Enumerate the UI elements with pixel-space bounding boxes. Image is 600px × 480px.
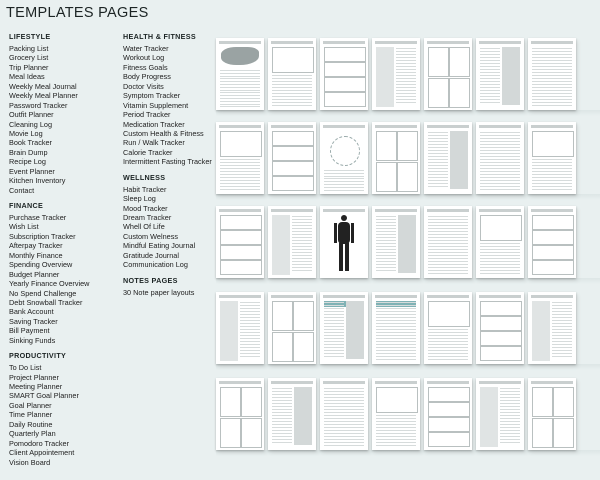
template-thumbnail-grid — [216, 38, 600, 458]
section-heading: LIFESTYLE — [9, 32, 51, 41]
template-page-thumbnail — [320, 378, 368, 450]
template-page-thumbnail — [424, 38, 472, 110]
list-item: Trip Planner — [9, 62, 49, 72]
list-item: Spending Overview — [9, 260, 73, 270]
list-item: Password Tracker — [9, 100, 68, 110]
template-page-thumbnail — [372, 38, 420, 110]
list-item: Packing List — [9, 44, 49, 53]
template-page-thumbnail — [476, 122, 524, 194]
template-page-thumbnail — [372, 206, 420, 278]
template-page-thumbnail — [372, 292, 420, 364]
list-item: 30 Note paper layouts — [123, 287, 195, 297]
list-item: Intermittent Fasting Tracker — [123, 157, 212, 167]
list-item: Bill Payment — [9, 326, 50, 336]
template-page-thumbnail — [424, 206, 472, 278]
list-item: Whell Of Life — [123, 222, 165, 232]
list-item: To Do List — [9, 363, 42, 373]
template-page-thumbnail — [372, 378, 420, 450]
template-page-thumbnail — [320, 206, 368, 278]
list-item: Subscription Tracker — [9, 231, 76, 241]
list-item: Recipe Log — [9, 157, 46, 167]
list-item: Wish List — [9, 222, 39, 232]
list-item: Afterpay Tracker — [9, 241, 63, 251]
list-item: Quarterly Plan — [9, 429, 56, 439]
template-list-column-1 — [9, 32, 119, 473]
template-page-thumbnail — [216, 378, 264, 450]
list-item: Yearly Finance Overview — [9, 279, 90, 289]
list-item: Budget Planner — [9, 269, 60, 279]
section-heading: FINANCE — [9, 201, 44, 210]
template-page-thumbnail — [216, 292, 264, 364]
list-item: Outfit Planner — [9, 110, 54, 120]
list-item: Body Progress — [123, 72, 171, 82]
list-item: Fitness Goals — [123, 62, 168, 72]
list-item: Brain Dump — [9, 147, 48, 157]
list-item: Period Tracker — [123, 110, 171, 120]
list-item: Communication Log — [123, 260, 188, 270]
list-item: No Spend Challenge — [9, 288, 77, 298]
list-item: Weekly Meal Planner — [9, 91, 78, 101]
section-wellness — [123, 173, 219, 270]
list-item: Movie Log — [9, 128, 43, 138]
template-page-thumbnail — [476, 38, 524, 110]
template-page-thumbnail — [268, 378, 316, 450]
template-page-thumbnail — [528, 38, 576, 110]
section-health-fitness — [123, 32, 219, 167]
template-page-thumbnail — [424, 378, 472, 450]
row-shadow — [216, 450, 600, 456]
template-page-thumbnail — [320, 122, 368, 194]
section-heading: HEALTH & FITNESS — [123, 32, 196, 41]
list-item: Custom Welness — [123, 231, 179, 241]
list-item: Vitamin Supplement — [123, 100, 189, 110]
row-shadow — [216, 194, 600, 200]
list-item: Goal Planner — [9, 400, 52, 410]
template-page-thumbnail — [268, 292, 316, 364]
section-heading: WELLNESS — [123, 172, 166, 182]
list-item: Kitchen Inventory — [9, 176, 66, 186]
page-title: TEMPLATES PAGES — [6, 5, 149, 21]
template-page-thumbnail — [528, 122, 576, 194]
template-page-thumbnail — [320, 292, 368, 364]
template-page-thumbnail — [216, 38, 264, 110]
list-item: Sleep Log — [123, 194, 156, 204]
list-item: Sinking Funds — [9, 335, 56, 345]
list-item: Grocery List — [9, 53, 49, 63]
template-page-thumbnail — [216, 206, 264, 278]
row-shadow — [216, 364, 600, 370]
list-item: Workout Log — [123, 53, 165, 63]
list-item: Doctor Visits — [123, 81, 164, 91]
list-item: Symptom Tracker — [123, 91, 181, 101]
list-item: Mindful Eating Journal — [123, 241, 196, 251]
list-item: Gratitude Journal — [123, 250, 179, 260]
template-list-column-2 — [123, 32, 219, 303]
template-page-thumbnail — [268, 206, 316, 278]
list-item: Client Appointement — [9, 448, 75, 458]
list-item: Cleaning Log — [9, 119, 53, 129]
template-page-thumbnail — [320, 38, 368, 110]
section-lifestyle — [9, 32, 119, 195]
list-item: Daily Routine — [9, 419, 53, 429]
section-productivity — [9, 351, 119, 467]
template-page-thumbnail — [476, 206, 524, 278]
list-item: Mood Tracker — [123, 203, 168, 213]
list-item: Habit Tracker — [123, 184, 167, 194]
list-item: Time Planner — [9, 410, 53, 420]
list-item: Vision Board — [9, 457, 51, 467]
section-notes-pages — [123, 276, 219, 297]
list-item: Debt Snowball Tracker — [9, 297, 83, 307]
template-page-thumbnail — [424, 292, 472, 364]
list-item: Saving Tracker — [9, 316, 58, 326]
template-page-thumbnail — [268, 122, 316, 194]
template-page-thumbnail — [528, 206, 576, 278]
list-item: Pomodoro Tracker — [9, 438, 70, 448]
section-heading: NOTES PAGES — [123, 275, 178, 285]
template-page-thumbnail — [528, 292, 576, 364]
list-item: Purchase Tracker — [9, 213, 67, 222]
list-item: Monthly Finance — [9, 250, 63, 260]
row-shadow — [216, 278, 600, 284]
list-item: Water Tracker — [123, 44, 169, 53]
list-item: Run / Walk Tracker — [123, 138, 185, 148]
list-item: Book Tracker — [9, 138, 52, 148]
template-page-thumbnail — [424, 122, 472, 194]
list-item: Project Planner — [9, 372, 59, 382]
template-page-thumbnail — [476, 292, 524, 364]
template-page-thumbnail — [372, 122, 420, 194]
list-item: Dream Tracker — [123, 213, 172, 222]
list-item: Custom Health & Fitness — [123, 128, 204, 138]
template-page-thumbnail — [216, 122, 264, 194]
template-page-thumbnail — [528, 378, 576, 450]
row-shadow — [216, 110, 600, 116]
list-item: Meeting Planner — [9, 382, 63, 391]
list-item: Medication Tracker — [123, 119, 185, 129]
list-item: Bank Account — [9, 307, 54, 317]
template-page-thumbnail — [268, 38, 316, 110]
section-finance — [9, 201, 119, 345]
list-item: Weekly Meal Journal — [9, 81, 77, 91]
list-item: Event Planner — [9, 166, 55, 176]
list-item: SMART Goal Planner — [9, 391, 79, 401]
list-item: Meal Ideas — [9, 72, 45, 82]
list-item: Calorie Tracker — [123, 147, 173, 157]
template-page-thumbnail — [476, 378, 524, 450]
list-item: Contact — [9, 185, 35, 195]
section-heading: PRODUCTIVITY — [9, 351, 67, 361]
